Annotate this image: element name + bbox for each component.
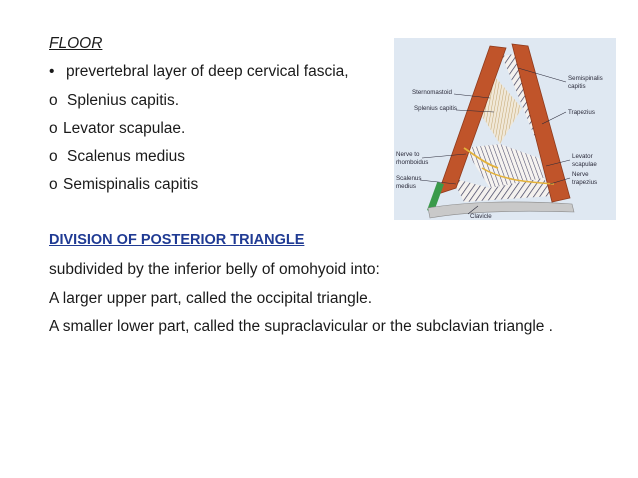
floor-item-4 (49, 147, 185, 167)
floor-item-text: Levator scapulae. (63, 120, 186, 137)
bullet-marker: • (49, 63, 55, 80)
floor-item-text: Semispinalis capitis (63, 176, 199, 193)
floor-item-text: prevertebral layer of deep cervical fascia, (66, 63, 349, 80)
floor-item-2 (49, 91, 179, 111)
floor-item-text: Scalenus medius (67, 148, 186, 165)
label-levator: Levator (572, 153, 593, 160)
bullet-marker: o (49, 176, 58, 193)
floor-item-5 (49, 175, 198, 195)
anatomy-illustration (394, 38, 616, 220)
label-nerve-rhomboidus-2: rhomboidus (396, 159, 429, 166)
label-nerve-trapezius: Nerve (572, 171, 589, 178)
division-line-3: A smaller lower part, called the supraclavicular or the subclavian triangle . (49, 318, 553, 335)
label-clavicle: Clavicle (470, 213, 492, 220)
floor-item-3 (49, 119, 185, 139)
label-trapezius: Trapezius (568, 109, 595, 116)
clavicle-bone (428, 202, 574, 218)
label-semispinalis-2: capitis (568, 83, 586, 90)
floor-item-1 (49, 62, 349, 82)
label-scalenus-2: medius (396, 183, 416, 190)
label-sternomastoid: Sternomastoid (412, 89, 452, 96)
bullet-marker: o (49, 92, 58, 109)
division-heading: DIVISION OF POSTERIOR TRIANGLE (49, 232, 305, 248)
label-splenius-capitis: Splenius capitis (414, 105, 457, 112)
floor-item-text: Splenius capitis. (67, 92, 180, 109)
division-line-2: A larger upper part, called the occipital triangle. (49, 290, 373, 307)
label-nerve-rhomboidus: Nerve to (396, 151, 420, 158)
bullet-marker: o (49, 148, 58, 165)
bullet-marker: o (49, 120, 58, 137)
floor-heading: FLOOR (49, 35, 103, 52)
label-nerve-trapezius-2: trapezius (572, 179, 598, 186)
label-levator-2: scapulae (572, 161, 597, 168)
label-semispinalis: Semispinalis (568, 75, 603, 82)
posterior-triangle-figure (394, 38, 616, 220)
division-line-1: subdivided by the inferior belly of omohyoid into: (49, 261, 380, 278)
label-scalenus: Scalenus (396, 175, 422, 182)
